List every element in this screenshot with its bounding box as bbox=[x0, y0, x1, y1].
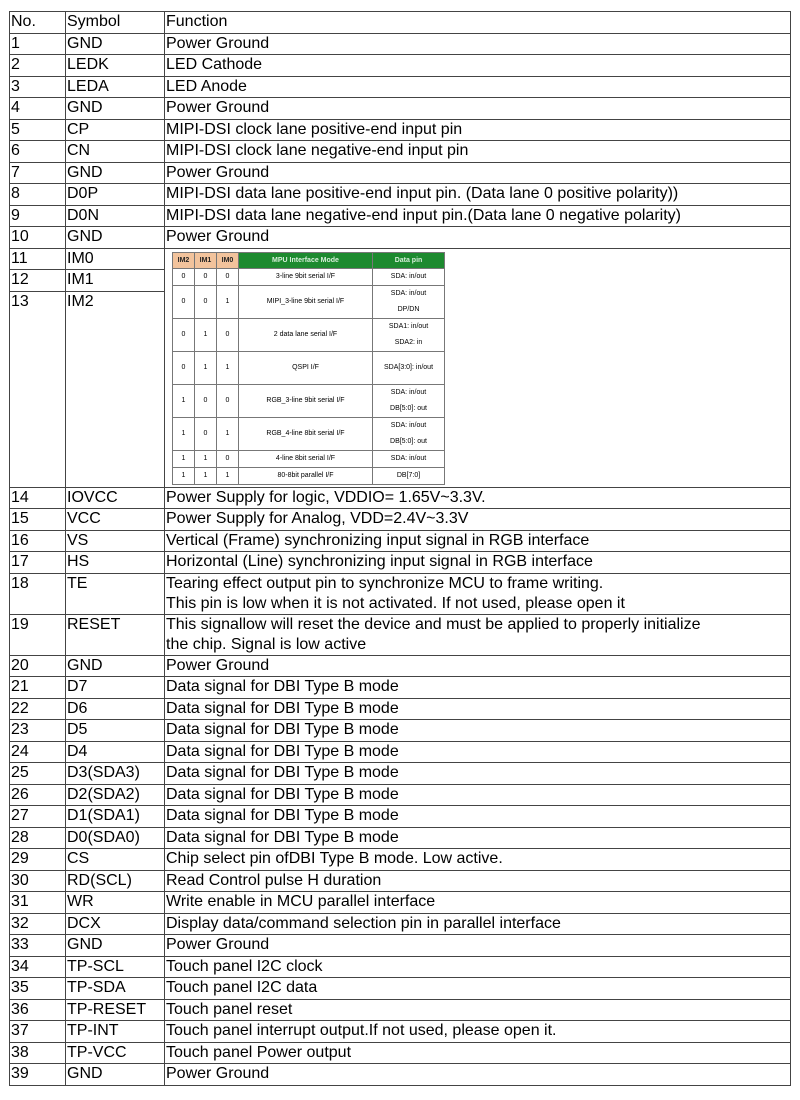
mode-data-pin bbox=[373, 417, 445, 450]
function-line: This signallow will reset the device and must be applied to properly initialize bbox=[166, 615, 701, 633]
pin-symbol: D6 bbox=[66, 698, 165, 720]
mode-data-pin bbox=[373, 318, 445, 351]
pin-symbol: TP-INT bbox=[66, 1021, 165, 1043]
pin-number: 20 bbox=[10, 655, 66, 677]
table-row bbox=[10, 677, 791, 699]
mode-im0: 1 bbox=[217, 467, 239, 484]
data-pin-line: DB[5:0]: out bbox=[390, 437, 427, 445]
mode-row bbox=[173, 268, 445, 285]
pin-symbol: RESET bbox=[66, 614, 165, 655]
pin-number: 11 bbox=[10, 249, 65, 271]
pin-symbol: GND bbox=[66, 98, 165, 120]
pin-number: 25 bbox=[10, 763, 66, 785]
pin-function: Power Ground bbox=[165, 1064, 791, 1086]
mode-im2: 1 bbox=[173, 384, 195, 417]
table-row bbox=[10, 1042, 791, 1064]
pin-number: 8 bbox=[10, 184, 66, 206]
pin-function: Write enable in MCU parallel interface bbox=[165, 892, 791, 914]
pin-function: Touch panel reset bbox=[165, 999, 791, 1021]
pin-number: 21 bbox=[10, 677, 66, 699]
pin-function: Data signal for DBI Type B mode bbox=[165, 741, 791, 763]
table-row bbox=[10, 119, 791, 141]
pin-symbol: VS bbox=[66, 530, 165, 552]
pin-number: 31 bbox=[10, 892, 66, 914]
pin-symbol: TP-SDA bbox=[66, 978, 165, 1000]
pin-symbol: IOVCC bbox=[66, 487, 165, 509]
mode-im2: 1 bbox=[173, 417, 195, 450]
mode-row bbox=[173, 417, 445, 450]
pin-function bbox=[165, 614, 791, 655]
pin-number: 23 bbox=[10, 720, 66, 742]
pin-number: 19 bbox=[10, 614, 66, 655]
pin-symbol: VCC bbox=[66, 509, 165, 531]
im-numbers bbox=[10, 248, 66, 487]
function-line: This pin is low when it is not activated. If not used, please open it bbox=[166, 594, 625, 612]
pin-number: 4 bbox=[10, 98, 66, 120]
pin-symbol: GND bbox=[66, 655, 165, 677]
pin-number: 39 bbox=[10, 1064, 66, 1086]
pin-number: 36 bbox=[10, 999, 66, 1021]
table-row bbox=[10, 870, 791, 892]
table-row bbox=[10, 913, 791, 935]
pin-function: LED Anode bbox=[165, 76, 791, 98]
table-row bbox=[10, 892, 791, 914]
pin-symbol: D5 bbox=[66, 720, 165, 742]
mode-im0: 0 bbox=[217, 268, 239, 285]
table-row bbox=[10, 935, 791, 957]
mode-im1: 0 bbox=[195, 384, 217, 417]
table-row bbox=[10, 184, 791, 206]
pin-number: 28 bbox=[10, 827, 66, 849]
table-row bbox=[10, 614, 791, 655]
pin-function: Touch panel interrupt output.If not used, please open it. bbox=[165, 1021, 791, 1043]
mode-row bbox=[173, 285, 445, 318]
pin-function: MIPI-DSI clock lane negative-end input pin bbox=[165, 141, 791, 163]
pin-function: Power Ground bbox=[165, 98, 791, 120]
pin-symbol: WR bbox=[66, 892, 165, 914]
pin-symbol: IM1 bbox=[66, 270, 164, 292]
pin-symbol: TP-VCC bbox=[66, 1042, 165, 1064]
pin-symbol: D1(SDA1) bbox=[66, 806, 165, 828]
pin-number: 32 bbox=[10, 913, 66, 935]
pin-symbol: RD(SCL) bbox=[66, 870, 165, 892]
pin-number: 33 bbox=[10, 935, 66, 957]
pin-number: 24 bbox=[10, 741, 66, 763]
table-row bbox=[10, 76, 791, 98]
mode-data-pin bbox=[373, 285, 445, 318]
mode-im2: 0 bbox=[173, 285, 195, 318]
pin-function: Chip select pin ofDBI Type B mode. Low active. bbox=[165, 849, 791, 871]
mode-header: IM0 bbox=[217, 252, 239, 268]
mode-mode: RGB_3-line 9bit serial I/F bbox=[239, 384, 373, 417]
mode-row bbox=[173, 467, 445, 484]
pin-number: 22 bbox=[10, 698, 66, 720]
data-pin-line: SDA[3:0]: in/out bbox=[383, 363, 434, 371]
mode-im0: 1 bbox=[217, 417, 239, 450]
mode-im1: 0 bbox=[195, 268, 217, 285]
pin-function: Read Control pulse H duration bbox=[165, 870, 791, 892]
pin-number: 37 bbox=[10, 1021, 66, 1043]
mode-im2: 1 bbox=[173, 450, 195, 467]
table-row bbox=[10, 162, 791, 184]
pin-number: 18 bbox=[10, 573, 66, 614]
table-row bbox=[10, 509, 791, 531]
pin-number: 10 bbox=[10, 227, 66, 249]
pin-symbol: D7 bbox=[66, 677, 165, 699]
table-row bbox=[10, 956, 791, 978]
pin-number: 2 bbox=[10, 55, 66, 77]
function-line: the chip. Signal is low active bbox=[166, 635, 367, 653]
pin-function: Power Ground bbox=[165, 33, 791, 55]
pin-function: Touch panel I2C data bbox=[165, 978, 791, 1000]
pin-function bbox=[165, 573, 791, 614]
pin-function: Power Ground bbox=[165, 655, 791, 677]
pin-symbol: D0P bbox=[66, 184, 165, 206]
table-row bbox=[10, 530, 791, 552]
pin-number: 9 bbox=[10, 205, 66, 227]
pin-symbol: LEDA bbox=[66, 76, 165, 98]
table-row bbox=[10, 487, 791, 509]
mode-header: MPU Interface Mode bbox=[239, 252, 373, 268]
pin-function: MIPI-DSI data lane positive-end input pin. (Data lane 0 positive polarity)) bbox=[165, 184, 791, 206]
pin-symbol: IM2 bbox=[67, 292, 94, 310]
mode-data-pin bbox=[373, 351, 445, 384]
mode-im2: 0 bbox=[173, 318, 195, 351]
data-pin-line: SDA: in/out bbox=[390, 454, 427, 462]
table-row bbox=[10, 827, 791, 849]
table-row bbox=[10, 999, 791, 1021]
data-pin-line: DP/DN bbox=[397, 305, 420, 313]
pin-symbol: D0(SDA0) bbox=[66, 827, 165, 849]
data-pin-line: SDA2: in bbox=[394, 338, 423, 346]
pin-function: Data signal for DBI Type B mode bbox=[165, 784, 791, 806]
mode-mode: RGB_4-line 8bit serial I/F bbox=[239, 417, 373, 450]
mode-data-pin bbox=[373, 384, 445, 417]
pin-number: 26 bbox=[10, 784, 66, 806]
pin-symbol: HS bbox=[66, 552, 165, 574]
pin-number: 15 bbox=[10, 509, 66, 531]
pin-number: 12 bbox=[10, 270, 65, 292]
pin-number: 1 bbox=[10, 33, 66, 55]
pin-function: MIPI-DSI data lane negative-end input pin.(Data lane 0 negative polarity) bbox=[165, 205, 791, 227]
pin-function: LED Cathode bbox=[165, 55, 791, 77]
header-function: Function bbox=[165, 12, 791, 34]
mode-header: IM2 bbox=[173, 252, 195, 268]
table-row bbox=[10, 1064, 791, 1086]
mode-im1: 0 bbox=[195, 417, 217, 450]
mode-mode: MIPI_3-line 9bit serial I/F bbox=[239, 285, 373, 318]
table-row bbox=[10, 33, 791, 55]
pin-symbol: TE bbox=[66, 573, 165, 614]
pin-function: Data signal for DBI Type B mode bbox=[165, 677, 791, 699]
mode-row bbox=[173, 450, 445, 467]
function-line: Tearing effect output pin to synchronize MCU to frame writing. bbox=[166, 574, 604, 592]
table-row bbox=[10, 806, 791, 828]
pin-symbol: TP-RESET bbox=[66, 999, 165, 1021]
pin-number: 30 bbox=[10, 870, 66, 892]
mode-im1: 1 bbox=[195, 450, 217, 467]
pin-function: Data signal for DBI Type B mode bbox=[165, 806, 791, 828]
table-row bbox=[10, 573, 791, 614]
pin-number: 17 bbox=[10, 552, 66, 574]
mode-mode: QSPI I/F bbox=[239, 351, 373, 384]
interface-mode-table bbox=[172, 252, 445, 485]
mode-row bbox=[173, 384, 445, 417]
table-row bbox=[10, 205, 791, 227]
interface-mode-cell bbox=[165, 248, 791, 487]
pin-symbol: CN bbox=[66, 141, 165, 163]
table-row bbox=[10, 227, 791, 249]
pin-number: 34 bbox=[10, 956, 66, 978]
pin-symbol: D3(SDA3) bbox=[66, 763, 165, 785]
im-symbols bbox=[66, 248, 165, 487]
mode-im2: 0 bbox=[173, 268, 195, 285]
pin-function: Power Ground bbox=[165, 162, 791, 184]
table-row bbox=[10, 978, 791, 1000]
pin-symbol: CP bbox=[66, 119, 165, 141]
pin-symbol: D4 bbox=[66, 741, 165, 763]
table-row bbox=[10, 55, 791, 77]
mode-data-pin bbox=[373, 450, 445, 467]
data-pin-line: DB[7:0] bbox=[396, 471, 421, 479]
mode-mode: 3-line 9bit serial I/F bbox=[239, 268, 373, 285]
pin-number: 27 bbox=[10, 806, 66, 828]
pin-symbol: DCX bbox=[66, 913, 165, 935]
pin-number: 35 bbox=[10, 978, 66, 1000]
pin-symbol: GND bbox=[66, 227, 165, 249]
pin-function: Power Supply for Analog, VDD=2.4V~3.3V bbox=[165, 509, 791, 531]
pin-function: Data signal for DBI Type B mode bbox=[165, 763, 791, 785]
pin-symbol: CS bbox=[66, 849, 165, 871]
mode-im1: 0 bbox=[195, 285, 217, 318]
mode-data-pin bbox=[373, 467, 445, 484]
pin-number: 13 bbox=[11, 292, 29, 310]
pin-number: 6 bbox=[10, 141, 66, 163]
pin-function: Power Ground bbox=[165, 935, 791, 957]
mode-mode: 2 data lane serial I/F bbox=[239, 318, 373, 351]
mode-im0: 0 bbox=[217, 318, 239, 351]
pin-function: Touch panel Power output bbox=[165, 1042, 791, 1064]
data-pin-line: SDA: in/out bbox=[390, 272, 427, 280]
mode-data-pin bbox=[373, 268, 445, 285]
mode-im0: 1 bbox=[217, 285, 239, 318]
header-no: No. bbox=[10, 12, 66, 34]
pin-function: MIPI-DSI clock lane positive-end input pin bbox=[165, 119, 791, 141]
pin-function: Vertical (Frame) synchronizing input signal in RGB interface bbox=[165, 530, 791, 552]
pin-function: Data signal for DBI Type B mode bbox=[165, 720, 791, 742]
table-row bbox=[10, 552, 791, 574]
pin-number: 38 bbox=[10, 1042, 66, 1064]
mode-header: IM1 bbox=[195, 252, 217, 268]
table-row bbox=[10, 98, 791, 120]
table-row bbox=[10, 784, 791, 806]
data-pin-line: SDA1: in/out bbox=[388, 322, 429, 330]
mode-im1: 1 bbox=[195, 351, 217, 384]
pin-number: 29 bbox=[10, 849, 66, 871]
header-row bbox=[10, 12, 791, 34]
pin-table-body bbox=[10, 12, 791, 1086]
pin-number: 5 bbox=[10, 119, 66, 141]
mode-row bbox=[173, 318, 445, 351]
pin-function: Data signal for DBI Type B mode bbox=[165, 698, 791, 720]
mode-header: Data pin bbox=[373, 252, 445, 268]
header-symbol: Symbol bbox=[66, 12, 165, 34]
pin-function: Data signal for DBI Type B mode bbox=[165, 827, 791, 849]
mode-mode: 80-8bit parallel I/F bbox=[239, 467, 373, 484]
pin-number: 7 bbox=[10, 162, 66, 184]
pin-number: 3 bbox=[10, 76, 66, 98]
mode-im1: 1 bbox=[195, 318, 217, 351]
mode-mode: 4-line 8bit serial I/F bbox=[239, 450, 373, 467]
mode-im1: 1 bbox=[195, 467, 217, 484]
pin-symbol: D0N bbox=[66, 205, 165, 227]
pin-symbol: LEDK bbox=[66, 55, 165, 77]
pin-number: 16 bbox=[10, 530, 66, 552]
data-pin-line: SDA: in/out bbox=[390, 289, 427, 297]
table-row bbox=[10, 141, 791, 163]
table-row bbox=[10, 1021, 791, 1043]
pin-symbol: GND bbox=[66, 935, 165, 957]
pin-symbol: TP-SCL bbox=[66, 956, 165, 978]
pin-symbol: IM0 bbox=[66, 249, 164, 271]
data-pin-line: DB[5:0]: out bbox=[390, 404, 427, 412]
table-row bbox=[10, 698, 791, 720]
mode-im2: 0 bbox=[173, 351, 195, 384]
table-row bbox=[10, 741, 791, 763]
pin-symbol: D2(SDA2) bbox=[66, 784, 165, 806]
table-row bbox=[10, 720, 791, 742]
mode-im0: 0 bbox=[217, 450, 239, 467]
table-row bbox=[10, 655, 791, 677]
pin-number: 14 bbox=[10, 487, 66, 509]
pin-function: Display data/command selection pin in parallel interface bbox=[165, 913, 791, 935]
table-row bbox=[10, 763, 791, 785]
pin-function: Horizontal (Line) synchronizing input signal in RGB interface bbox=[165, 552, 791, 574]
mode-im2: 1 bbox=[173, 467, 195, 484]
im-row-group bbox=[10, 248, 791, 487]
mode-im0: 1 bbox=[217, 351, 239, 384]
pin-symbol: GND bbox=[66, 1064, 165, 1086]
pin-function: Power Ground bbox=[165, 227, 791, 249]
mode-row bbox=[173, 351, 445, 384]
mode-header-row bbox=[173, 252, 445, 268]
data-pin-line: SDA: in/out bbox=[390, 421, 427, 429]
data-pin-line: SDA: in/out bbox=[390, 388, 427, 396]
pin-symbol: GND bbox=[66, 162, 165, 184]
pin-symbol: GND bbox=[66, 33, 165, 55]
pin-definition-table bbox=[9, 11, 791, 1086]
pin-function: Touch panel I2C clock bbox=[165, 956, 791, 978]
mode-im0: 0 bbox=[217, 384, 239, 417]
pin-function: Power Supply for logic, VDDIO= 1.65V~3.3V. bbox=[165, 487, 791, 509]
table-row bbox=[10, 849, 791, 871]
